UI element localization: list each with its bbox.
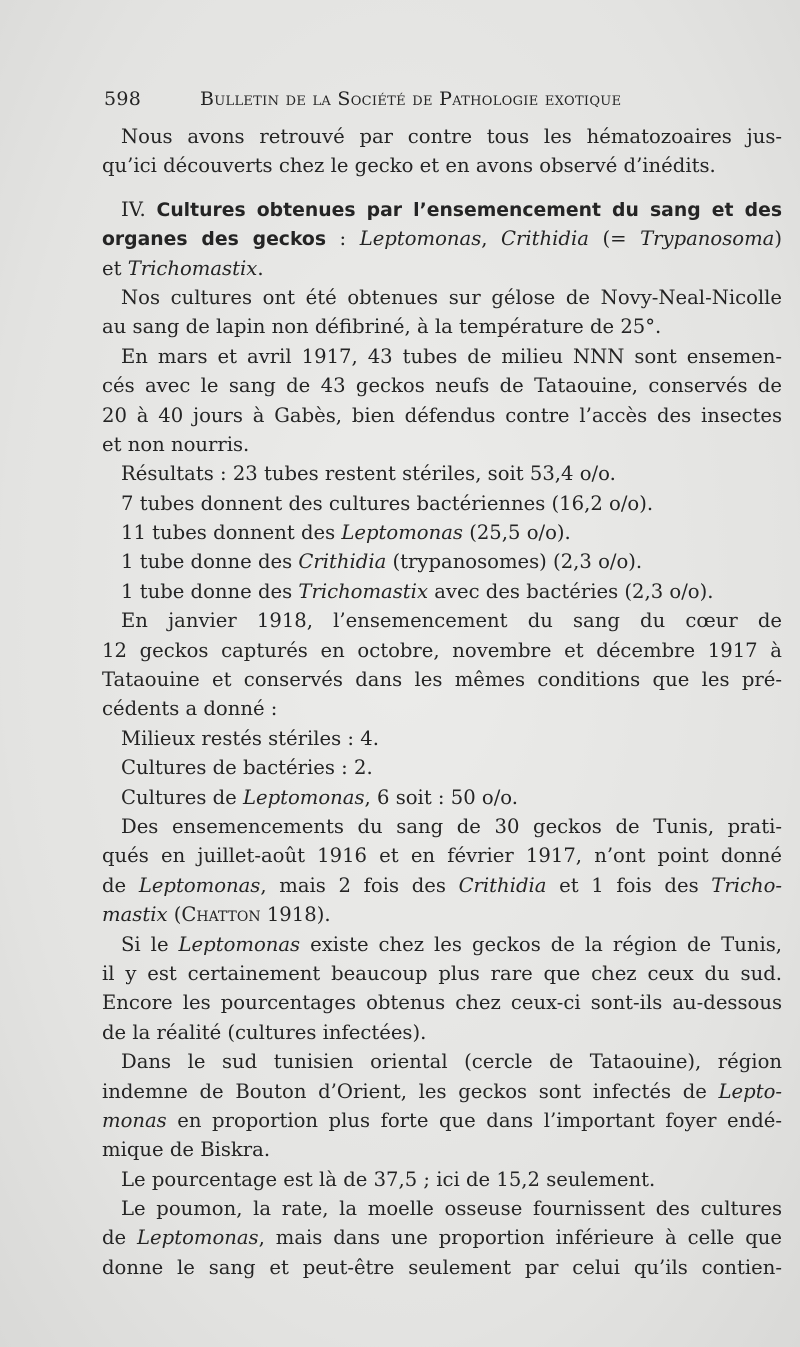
section-heading-text: organes des geckos [102,229,327,251]
genus-name: monas [102,1108,167,1132]
result-line: Cultures de bactéries : 2. [121,756,373,780]
genus-name: Tricho- [711,873,783,897]
text-fragment: de [102,1226,138,1250]
text-fragment: et 1 fois des [546,873,712,897]
text-line: Le pourcentage est là de 37,5 ; ici de 15,2 seulement. [121,1167,656,1191]
genus-name: Trichomastix [298,579,428,603]
text-fragment: de [102,873,139,897]
text-line: donne le sang et peut-être seulement par celui qu’ils contien- [102,1255,782,1279]
text-fragment: avec des bactéries (2,3 o/o). [428,579,714,603]
text-line [102,1077,782,1106]
text-line: 20 à 40 jours à Gabès, bien défendus contre l’accès des insectes [102,403,782,427]
text-fragment: indemne de Bouton d’Orient, les geckos sont infectés de [102,1079,719,1103]
text-line: Encore les pourcentages obtenus chez ceux-ci sont-ils au-dessous [102,991,782,1015]
text-fragment: existe chez les geckos de la région de Tunis, [300,932,782,956]
text-fragment: , 6 soit : 50 o/o. [364,785,518,809]
result-line [102,577,782,606]
result-line [102,783,782,812]
text-line: Le poumon, la rate, la moelle osseuse fournissent des cultures [121,1197,782,1221]
text-line: qués en juillet-août 1916 et en février 1917, n’ont point donné [102,844,782,868]
text-fragment: 11 tubes donnent des [121,521,342,545]
genus-name: Trypanosoma [640,227,775,251]
text-fragment: , mais 2 fois des [260,873,459,897]
section-heading-line [102,195,782,224]
journal-title: Bulletin de la Société de Pathologie exotique [200,88,622,110]
text-fragment: Si le [121,932,179,956]
text-fragment: . [257,256,264,280]
text-line [102,900,782,929]
text-line: cédents a donné : [102,697,278,721]
text-line: qu’ici découverts chez le gecko et en avons observé d’inédits. [102,154,716,178]
text-line: Nos cultures ont été obtenues sur gélose de Novy-Neal-Nicolle [121,285,782,309]
author-citation: Chatton [181,903,261,927]
text-line: Des ensemencements du sang de 30 geckos de Tunis, prati- [121,814,782,838]
text-line [102,871,782,900]
genus-name: Crithidia [298,550,387,574]
text-line: et non nourris. [102,432,250,456]
text-line: de la réalité (cultures infectées). [102,1020,427,1044]
text-fragment: Cultures de [121,785,243,809]
genus-name: Leptomonas [242,785,365,809]
text-line [102,930,782,959]
text-fragment: en proportion plus forte que dans l’important foyer endé- [166,1108,782,1132]
text-fragment: (25,5 o/o). [462,521,571,545]
result-line: Milieux restés stériles : 4. [121,726,379,750]
text-fragment: (trypanosomes) (2,3 o/o). [386,550,643,574]
text-fragment: 1 tube donne des [121,579,299,603]
result-line: 7 tubes donnent des cultures bactériennes (16,2 o/o). [121,491,654,515]
text-fragment: : [326,227,360,251]
result-line [102,547,782,576]
text-fragment: ( [167,903,182,927]
page-body [102,122,782,1282]
text-line [102,1223,782,1252]
section-number: IV. [121,197,146,221]
text-line: au sang de lapin non défibriné, à la température de 25°. [102,315,662,339]
text-line: Tataouine et conservés dans les mêmes conditions que les pré- [102,668,782,692]
genus-name: Leptomonas [341,521,463,545]
text-line: En janvier 1918, l’ensemencement du sang du cœur de [121,609,782,633]
genus-name: Leptomonas [138,873,261,897]
genus-name: Lepto- [718,1079,782,1103]
text-line: Nous avons retrouvé par contre tous les hématozoaires jus- [121,125,782,148]
text-fragment: et [102,256,128,280]
section-heading-text: Cultures obtenues par l’ensemencement du sang et des [156,199,782,221]
text-fragment: , mais dans une proportion inférieure à celle que [258,1226,782,1250]
text-line: Dans le sud tunisien oriental (cercle de Tataouine), région [121,1050,782,1074]
genus-name: Crithidia [501,227,589,251]
section-heading-line [102,224,782,253]
text-fragment: 1 tube donne des [121,550,299,574]
result-line: Résultats : 23 tubes restent stériles, soit 53,4 o/o. [121,462,616,486]
text-line: il y est certainement beaucoup plus rare que chez ceux du sud. [102,961,782,985]
text-fragment: ) [774,227,782,251]
genus-name: Leptomonas [359,227,482,251]
genus-name: Crithidia [458,873,547,897]
text-line: En mars et avril 1917, 43 tubes de milieu NNN sont ensemen- [121,344,782,368]
text-line: cés avec le sang de 43 geckos neufs de Tataouine, conservés de [102,374,782,398]
page-number: 598 [104,88,142,110]
genus-name: Trichomastix [127,256,258,280]
text-line: mique de Biskra. [102,1138,271,1162]
text-line: 12 geckos capturés en octobre, novembre et décembre 1917 à [102,638,782,662]
text-line [102,1106,782,1135]
genus-name: Leptomonas [137,1226,259,1250]
text-fragment: 1918). [260,903,331,927]
text-fragment: (= [588,227,641,251]
section-heading-line [102,254,782,283]
running-header [104,86,744,116]
genus-name: mastix [102,903,168,927]
spacer [102,181,782,195]
genus-name: Leptomonas [178,932,301,956]
result-line [102,518,782,547]
text-fragment: , [481,227,502,251]
